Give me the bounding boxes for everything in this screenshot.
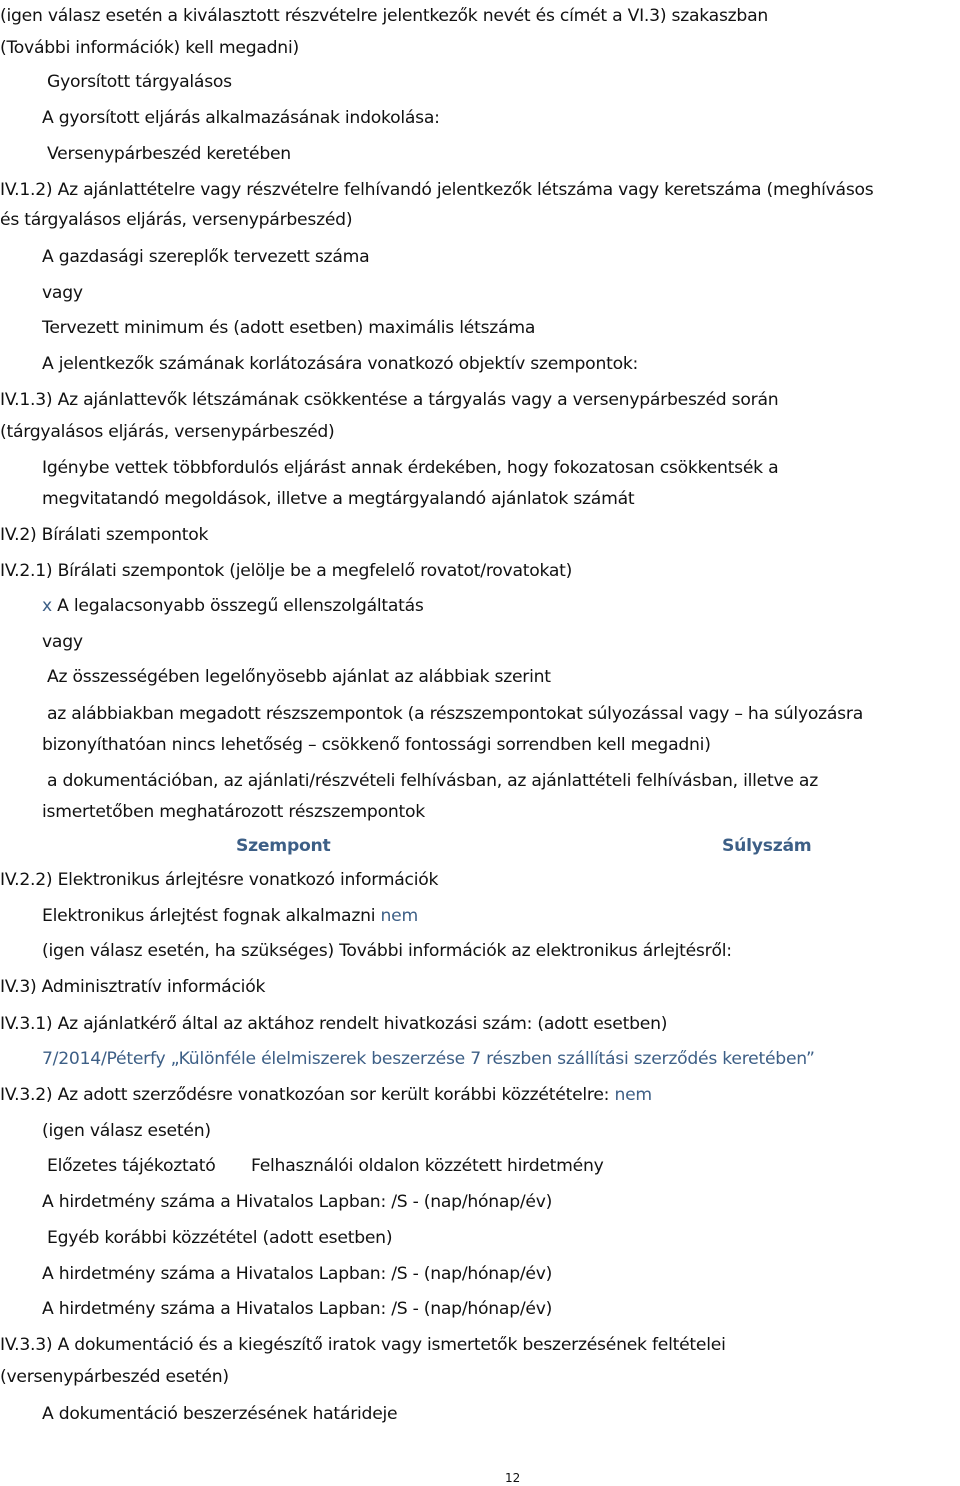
option-line: Felhasználói oldalon közzétett hirdetmény (251, 1156, 604, 1176)
reference-number: 7/2014/Péterfy „Különféle élelmiszerek beszerzése 7 részben szállítási szerződés keretében” (42, 1049, 815, 1069)
text-line: vagy (42, 283, 83, 303)
option-line: Igénybe vettek többfordulós eljárást annak érdekében, hogy fokozatosan csökkentsék a (42, 458, 779, 478)
section-heading: IV.3.3) A dokumentáció és a kiegészítő iratok vagy ismertetők beszerzésének feltételei (0, 1335, 726, 1355)
option-line: Gyorsított tárgyalásos (47, 72, 232, 92)
text-line: A gyorsított eljárás alkalmazásának indokolása: (42, 108, 440, 128)
section-heading: IV.1.3) Az ajánlattevők létszámának csökkentése a tárgyalás vagy a versenypárbeszéd során (0, 390, 779, 410)
field-label: Elektronikus árlejtést fognak alkalmazni (42, 906, 376, 926)
text-line: A jelentkezők számának korlátozására vonatkozó objektív szempontok: (42, 354, 639, 374)
column-header-szempont: Szempont (236, 836, 331, 856)
field-value: nem (614, 1085, 652, 1105)
section-heading: IV.2.2) Elektronikus árlejtésre vonatkozó információk (0, 870, 439, 890)
text-line: és tárgyalásos eljárás, versenypárbeszéd) (0, 210, 353, 230)
text-line (42, 905, 418, 927)
text-line: A hirdetmény száma a Hivatalos Lapban: /S - (nap/hónap/év) (42, 1264, 553, 1284)
option-line: Az összességében legelőnyösebb ajánlat az alábbiak szerint (47, 667, 551, 687)
text-line: A gazdasági szereplők tervezett száma (42, 247, 370, 267)
text-line: A hirdetmény száma a Hivatalos Lapban: /S - (nap/hónap/év) (42, 1299, 553, 1319)
check-mark: x (42, 596, 52, 616)
option-line: Versenypárbeszéd keretében (47, 144, 291, 164)
text-line: (tárgyalásos eljárás, versenypárbeszéd) (0, 422, 335, 442)
column-header-sulyszam: Súlyszám (722, 836, 812, 856)
text-line: megvitatandó megoldások, illetve a megtárgyalandó ajánlatok számát (42, 489, 635, 509)
field-label: IV.3.2) Az adott szerződésre vonatkozóan sor került korábbi közzétételre: (0, 1085, 610, 1105)
text-line: Tervezett minimum és (adott esetben) maximális létszáma (42, 318, 536, 338)
text-line: (versenypárbeszéd esetén) (0, 1367, 229, 1387)
text-line: (igen válasz esetén a kiválasztott részvételre jelentkezők nevét és címét a VI.3) szakaszban (0, 6, 769, 26)
text-line: vagy (42, 632, 83, 652)
text-line: A dokumentáció beszerzésének határideje (42, 1404, 398, 1424)
section-heading: IV.2.1) Bírálati szempontok (jelölje be a megfelelő rovatot/rovatokat) (0, 561, 573, 581)
page-number: 12 (505, 1471, 521, 1485)
option-line: az alábbiakban megadott részszempontok (a részszempontokat súlyozással vagy – ha súlyozásra (47, 704, 863, 724)
section-heading: IV.3.1) Az ajánlatkérő által az aktához rendelt hivatkozási szám: (adott esetben) (0, 1014, 668, 1034)
option-line: Egyéb korábbi közzététel (adott esetben) (47, 1228, 393, 1248)
text-line: (igen válasz esetén) (42, 1121, 211, 1141)
section-heading: IV.1.2) Az ajánlattételre vagy részvételre felhívandó jelentkezők létszáma vagy keretszáma (meghívásos (0, 180, 874, 200)
section-heading: IV.3) Adminisztratív információk (0, 977, 266, 997)
field-value: nem (380, 906, 418, 926)
text-line: (További információk) kell megadni) (0, 38, 299, 58)
section-heading (0, 1084, 652, 1106)
text-line: ismertetőben meghatározott részszempontok (42, 802, 425, 822)
option-line: Előzetes tájékoztató (47, 1156, 216, 1176)
text-line: A hirdetmény száma a Hivatalos Lapban: /S - (nap/hónap/év) (42, 1192, 553, 1212)
option-line (42, 595, 424, 617)
text-line: bizonyíthatóan nincs lehetőség – csökkenő fontossági sorrendben kell megadni) (42, 735, 711, 755)
text-line: (igen válasz esetén, ha szükséges) További információk az elektronikus árlejtésről: (42, 941, 732, 961)
option-line: a dokumentációban, az ajánlati/részvételi felhívásban, az ajánlattételi felhívásban, illetve az (47, 771, 818, 791)
option-label: A legalacsonyabb összegű ellenszolgáltatás (57, 596, 424, 616)
section-heading: IV.2) Bírálati szempontok (0, 525, 209, 545)
